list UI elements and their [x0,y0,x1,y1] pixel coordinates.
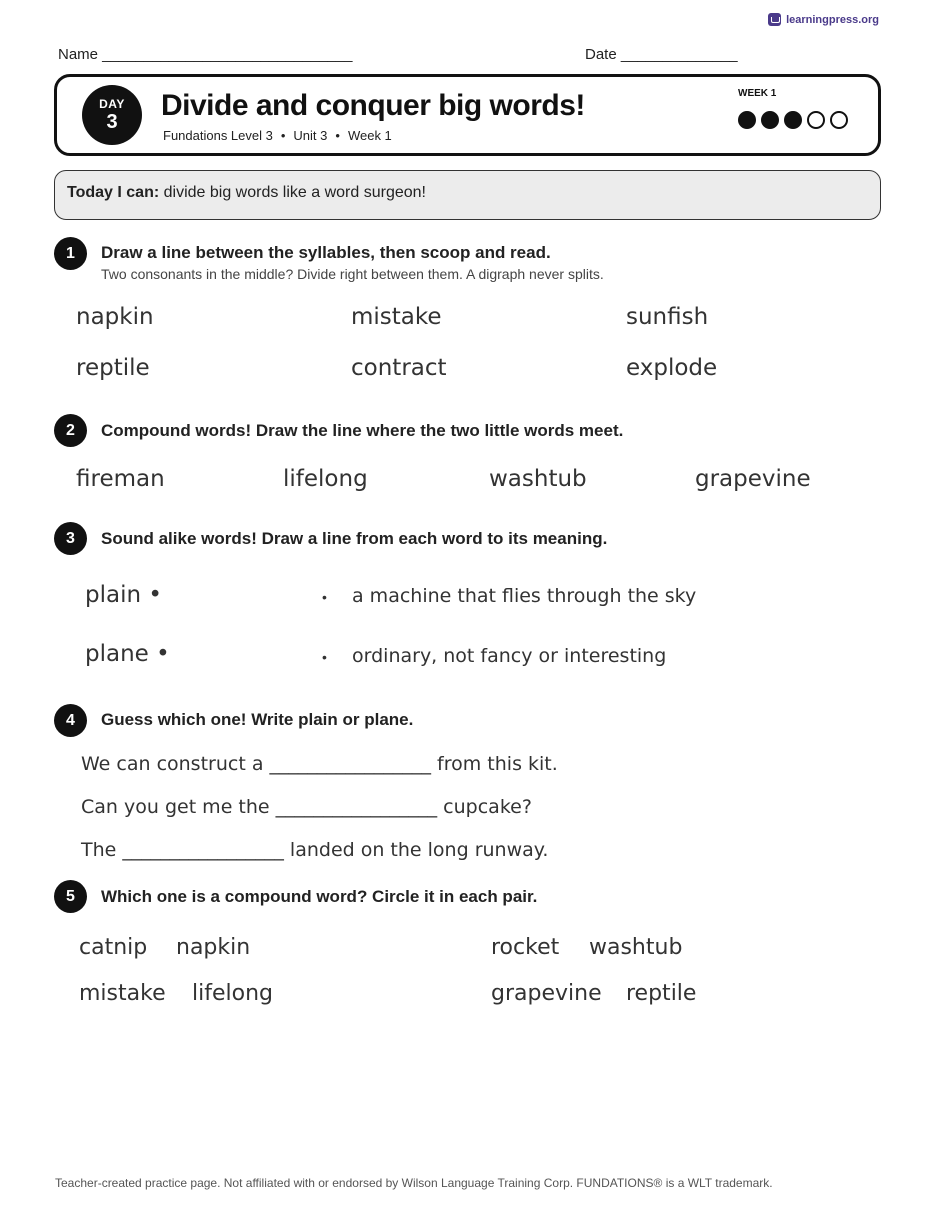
word-item: reptile [76,355,150,381]
progress-dot [761,111,779,129]
footer-disclaimer: Teacher-created practice page. Not affiliated with or endorsed by Wilson Language Training Corp. FUNDATIONS® is a WLT trademark. [55,1176,773,1190]
pair-word: catnip [79,935,148,960]
week-text: Week 1 [347,128,392,143]
name-field: Name ______________________________ [58,46,353,63]
word-item: lifelong [283,466,368,492]
word-item: sunfish [626,304,709,330]
pair-word: rocket [491,935,560,960]
match-bullet: • [322,589,327,605]
worksheet-header [54,74,881,156]
word-item: mistake [351,304,442,330]
word-item: grapevine [695,466,811,492]
match-word: plain • [85,582,162,608]
page-title: Divide and conquer big words! [161,89,585,122]
learning-goal [54,170,881,220]
level-text: Fundations Level 3 [163,128,273,143]
day-badge [82,85,142,145]
question-title: Draw a line between the syllables, then scoop and read. [101,243,551,262]
separator: • [280,128,286,143]
progress-dot [738,111,756,129]
week-label: WEEK 1 [738,88,777,99]
word-item: washtub [489,466,587,492]
pair-word: grapevine [491,981,602,1006]
question-number: 3 [54,522,87,555]
progress-dot [830,111,848,129]
brand-name: learningpress.org [786,13,879,26]
question-number: 1 [54,237,87,270]
word-item: contract [351,355,447,381]
separator: • [335,128,340,143]
question-title: Guess which one! Write plain or plane. [101,710,414,729]
brand-icon [768,13,781,26]
question-hint: Two consonants in the middle? Divide right between them. A digraph never splits. [101,266,604,282]
question-title: Sound alike words! Draw a line from each word to its meaning. [101,529,608,548]
progress-dot [807,111,825,129]
goal-label: Today I can: [67,184,160,201]
match-meaning: a machine that flies through the sky [352,585,697,607]
word-item: explode [626,355,718,381]
pair-word: mistake [79,981,166,1006]
question-number: 2 [54,414,87,447]
question-number: 5 [54,880,87,913]
pair-word: napkin [176,935,251,960]
pair-word: lifelong [192,981,273,1006]
match-meaning: ordinary, not fancy or interesting [352,645,667,667]
fill-in-sentence: Can you get me the _________________ cupcake? [81,796,532,818]
match-word: plane • [85,641,170,667]
word-item: fireman [76,466,165,492]
pair-word: washtub [589,935,683,960]
fill-in-sentence: We can construct a _________________ from this kit. [81,753,558,775]
word-item: napkin [76,304,154,330]
brand-logo[interactable] [768,13,879,26]
question-number: 4 [54,704,87,737]
page-subtitle [163,128,392,143]
progress-dot [784,111,802,129]
pair-word: reptile [626,981,697,1006]
goal-text: divide big words like a word surgeon! [159,184,426,201]
date-field: Date ______________ [585,46,738,63]
day-number: 3 [106,111,118,133]
match-bullet: • [322,649,327,665]
week-progress-dots [738,111,848,129]
unit-text: Unit 3 [293,128,328,143]
question-title: Which one is a compound word? Circle it in each pair. [101,887,538,906]
day-label: DAY [99,97,125,111]
fill-in-sentence: The _________________ landed on the long runway. [81,839,549,861]
question-title: Compound words! Draw the line where the two little words meet. [101,421,624,440]
